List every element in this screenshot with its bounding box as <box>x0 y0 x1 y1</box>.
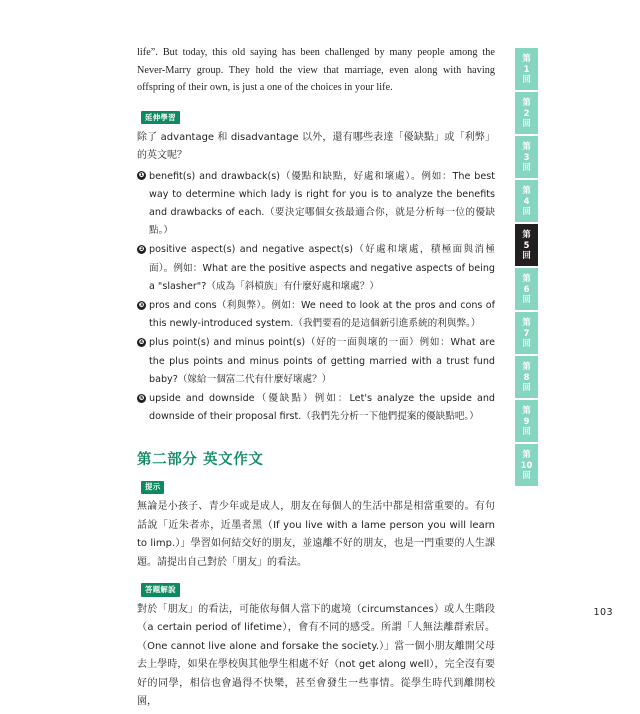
side-tab-prefix: 第 <box>522 361 531 372</box>
part-two-heading: 第二部分 英文作文 <box>137 452 264 469</box>
page-number: 103 <box>593 607 613 618</box>
side-tab-5[interactable] <box>515 224 538 266</box>
side-tab-suffix: 回 <box>522 250 531 261</box>
side-tab-number: 10 <box>520 459 533 470</box>
side-tab-suffix: 回 <box>522 118 531 129</box>
item-number-icon: ❸ <box>138 300 145 309</box>
list-item-text: upside and downside（優缺點）例如：Let's analyze the upside and downside of their proposal first.（我們先分析一下他們提案的優缺點吧。） <box>149 393 495 423</box>
list-item-text: benefit(s) and drawback(s)（優點和缺點，好處和壞處）。例如：The best way to determine which lady is right for you is to analyze the benefits and drawbacks of each.（要決定哪個女孩最適合你，就是分析每一位的優缺點。） <box>149 170 495 237</box>
main-text-column <box>137 44 495 714</box>
hint-badge-wrap <box>141 476 495 494</box>
side-tab-number: 3 <box>523 151 530 162</box>
list-item <box>137 297 495 333</box>
side-tab-number: 9 <box>523 415 530 426</box>
side-tab-number: 7 <box>523 327 530 338</box>
side-tab-number: 8 <box>523 371 530 382</box>
side-tab-prefix: 第 <box>522 405 531 416</box>
intro-paragraph: life”. But today, this old saying has been challenged by many people among the Never-Marry group. They hold the view that marriage, even along with having offspring of their own, is just a one of the choices in your life. <box>137 47 495 94</box>
side-tab-2[interactable] <box>515 92 538 134</box>
side-tab-prefix: 第 <box>522 229 531 240</box>
side-tab-prefix: 第 <box>522 185 531 196</box>
side-tab-6[interactable] <box>515 268 538 310</box>
list-item <box>137 241 495 296</box>
side-tab-number: 2 <box>523 107 530 118</box>
side-tab-prefix: 第 <box>522 141 531 152</box>
side-tab-9[interactable] <box>515 400 538 442</box>
side-tab-10[interactable] <box>515 444 538 486</box>
list-item <box>137 390 495 426</box>
explanation-badge: 答題解說 <box>141 583 180 596</box>
side-tab-number: 6 <box>523 283 530 294</box>
list-item-text: positive aspect(s) and negative aspect(s)（好處和壞處，積極面與消極面）。例如：What are the positive aspects and negative aspects of being a "slasher"?（成為「斜槓族」有什麼好處和壞處？） <box>149 244 495 292</box>
side-tab-number: 1 <box>523 63 530 74</box>
side-tab-suffix: 回 <box>522 470 531 481</box>
hint-paragraph: 無論是小孩子、青少年或是成人，朋友在每個人的生活中都是相當重要的。有句話說「近朱者赤，近墨者黑（If you live with a lame person you will learn to limp.）」學習如何結交好的朋友，並遠離不好的朋友，也是一門重要的人生課題。請提出自己對於「朋友」的看法。 <box>137 501 495 568</box>
explanation-paragraph: 對於「朋友」的看法，可能依每個人當下的處境（circumstances）或人生階段（a certain period of lifetime），會有不同的感受。所謂「人無法離群索居。（One cannot live alone and forsake the society.）」當一個小朋友離開父母去上學時，如果在學校與其他學生相處不好（not get along well），完全沒有要好的同學，相信也會過得不快樂，甚至會發生一些事情。從學生時代到離開校園， <box>137 604 495 708</box>
side-tab-8[interactable] <box>515 356 538 398</box>
extension-item-list <box>137 168 495 427</box>
side-tab-suffix: 回 <box>522 206 531 217</box>
side-tab-1[interactable] <box>515 48 538 90</box>
side-tab-number: 5 <box>523 239 530 250</box>
extension-badge-wrap <box>141 107 495 125</box>
side-tab-prefix: 第 <box>522 97 531 108</box>
side-tab-suffix: 回 <box>522 426 531 437</box>
side-tab-prefix: 第 <box>522 449 531 460</box>
side-tab-7[interactable] <box>515 312 538 354</box>
side-tab-suffix: 回 <box>522 162 531 173</box>
side-tab-number: 4 <box>523 195 530 206</box>
item-number-icon: ❺ <box>138 393 145 402</box>
hint-badge: 提示 <box>141 481 164 494</box>
side-tab-4[interactable] <box>515 180 538 222</box>
side-tab-suffix: 回 <box>522 338 531 349</box>
item-number-icon: ❷ <box>138 244 145 253</box>
list-item-text: plus point(s) and minus point(s)（好的一面與壞的一面）例如：What are the plus points and minus points of getting married with a trust fund baby?（嫁給一個富二代有什麼好壞處？） <box>149 337 495 385</box>
list-item <box>137 168 495 241</box>
side-tab-suffix: 回 <box>522 294 531 305</box>
side-tab-suffix: 回 <box>522 382 531 393</box>
chapter-tab-rail <box>515 48 538 488</box>
side-tab-prefix: 第 <box>522 273 531 284</box>
side-tab-suffix: 回 <box>522 74 531 85</box>
explanation-badge-wrap <box>141 579 495 597</box>
item-number-icon: ❹ <box>138 337 145 346</box>
extension-learning-badge: 延伸學習 <box>141 111 180 124</box>
list-item-text: pros and cons（利與弊）。例如：We need to look at the pros and cons of this newly-introduced system.（我們要看的是這個新引進系統的利與弊。） <box>149 300 495 330</box>
side-tab-prefix: 第 <box>522 53 531 64</box>
list-item <box>137 334 495 389</box>
extension-question: 除了 advantage 和 disadvantage 以外，還有哪些表達「優缺點」或「利弊」的英文呢？ <box>137 131 495 162</box>
side-tab-prefix: 第 <box>522 317 531 328</box>
item-number-icon: ❶ <box>138 171 145 180</box>
side-tab-3[interactable] <box>515 136 538 178</box>
